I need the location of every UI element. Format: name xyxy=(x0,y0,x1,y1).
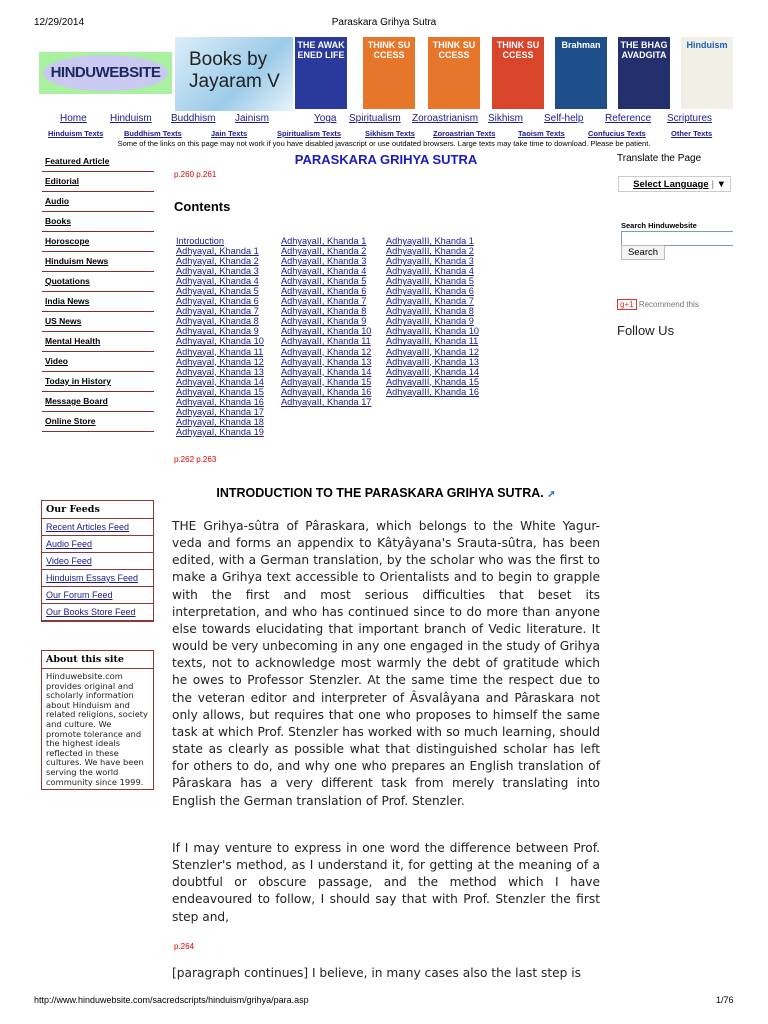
contents-link[interactable]: AdhyayaI, Khanda 5 xyxy=(176,286,259,297)
texts-nav-link[interactable]: Hinduism Texts xyxy=(48,129,104,138)
contents-link[interactable]: AdhyayaI, Khanda 16 xyxy=(176,396,264,407)
contents-link[interactable]: AdhyayaI, Khanda 19 xyxy=(176,426,264,437)
contents-link[interactable]: AdhyayaII, Khanda 3 xyxy=(281,256,367,267)
contents-link[interactable]: AdhyayaII, Khanda 17 xyxy=(281,396,372,407)
contents-link[interactable]: AdhyayaII, Khanda 13 xyxy=(281,356,372,367)
page-ref: p.264 xyxy=(174,942,195,951)
language-select[interactable]: Select Language | ▼ xyxy=(618,176,731,192)
contents-link[interactable]: AdhyayaIII, Khanda 16 xyxy=(386,386,479,397)
contents-link[interactable]: AdhyayaI, Khanda 12 xyxy=(176,356,264,367)
left-nav-item[interactable] xyxy=(42,232,154,252)
left-nav-label: Audio xyxy=(45,196,70,206)
contents-link[interactable]: AdhyayaIII, Khanda 5 xyxy=(386,276,474,287)
recommend-widget[interactable] xyxy=(617,300,699,309)
contents-link[interactable]: AdhyayaIII, Khanda 14 xyxy=(386,366,479,377)
contents-link[interactable]: AdhyayaIII, Khanda 4 xyxy=(386,266,474,277)
nav-link-buddhism[interactable]: Buddhism xyxy=(171,113,216,124)
contents-link[interactable]: AdhyayaIII, Khanda 3 xyxy=(386,256,474,267)
left-nav-item[interactable] xyxy=(42,292,154,312)
left-nav-label: Editorial xyxy=(45,176,80,186)
left-nav-item[interactable] xyxy=(42,272,154,292)
about-text: Hinduwebsite.com provides original and scholarly information about Hinduism and related religions, society and culture. We promote tolerance and the highest ideals reflected in these cultures. We have been serving the world community since 1999. xyxy=(46,671,148,787)
intro-heading-text: INTRODUCTION TO THE PARASKARA GRIHYA SUTRA. xyxy=(216,486,544,500)
feed-link: Hinduism Essays Feed xyxy=(46,573,139,583)
feeds-title: Our Feeds xyxy=(42,501,153,519)
left-nav-label: Mental Health xyxy=(45,336,101,346)
contents-link[interactable]: AdhyayaI, Khanda 18 xyxy=(176,416,264,427)
contents-link[interactable]: AdhyayaII, Khanda 6 xyxy=(281,286,367,297)
nav-link-spiritualism[interactable]: Spiritualism xyxy=(349,113,401,124)
left-nav-item[interactable] xyxy=(42,332,154,352)
contents-link[interactable]: AdhyayaI, Khanda 11 xyxy=(176,346,264,357)
feed-link: Our Forum Feed xyxy=(46,590,113,600)
left-nav-item[interactable] xyxy=(42,392,154,412)
left-nav-label: Quotations xyxy=(45,276,90,286)
notice: Some of the links on this page may not work if you have disabled javascript or use outdated browsers. Large texts may take time to download. Please be patient. xyxy=(117,139,651,148)
contents-link[interactable]: AdhyayaI, Khanda 6 xyxy=(176,296,259,307)
follow-us-heading: Follow Us xyxy=(617,323,675,338)
left-nav-item[interactable] xyxy=(42,172,154,192)
about-box xyxy=(41,650,154,790)
texts-nav-link[interactable]: Confucius Texts xyxy=(588,129,646,138)
books-title-1: Books by xyxy=(189,49,268,70)
contents-link[interactable]: AdhyayaI, Khanda 15 xyxy=(176,386,264,397)
nav-link-reference[interactable]: Reference xyxy=(605,113,652,124)
left-nav-item[interactable] xyxy=(42,252,154,272)
nav-link-jainism[interactable]: Jainism xyxy=(235,113,269,124)
logo-text: HINDUWEBSITE xyxy=(43,55,168,91)
contents-link[interactable]: AdhyayaIII, Khanda 12 xyxy=(386,346,479,357)
contents-heading: Contents xyxy=(174,199,231,214)
books-title-2: Jayaram V xyxy=(189,71,280,92)
nav-link-zoroastrianism[interactable]: Zoroastrianism xyxy=(412,113,479,124)
recommend-label: Recommend this xyxy=(638,300,699,309)
left-nav-item[interactable] xyxy=(42,212,154,232)
paragraph: THE Grihya-sûtra of Pâraskara, which belongs to the White Yagur-veda and forms an appendix to Kâtyâyana's Srauta-sûtra, has been edited, with a German translation, by the scholar who was the first to make a Grihya text accessible to Orientalists and to begin to grapple with the first and most serious difficulties that beset its interpretation, and who has continued since to do more than anyone else towards elucidating that important branch of Vedic literature. It would be very unbecoming in any one engaged in the study of Grihya texts, not to acknowledge most warmly the debt of gratitude which he owes to Professor Stenzler. At the same time the respect due to the veteran editor and interpreter of Âsvalâyana and Pâraskara not only allows, but requires that one who proposes to himself the same task at which Prof. Stenzler has worked with so much learning, should state as clearly as possible what that distinguished scholar has left for others to do, and why one who prepares an English translation of Pâraskara has a very different task from merely translating into English the German translation of Prof. Stenzler. xyxy=(172,519,600,808)
search-input[interactable] xyxy=(621,231,733,246)
contents-link[interactable]: AdhyayaII, Khanda 10 xyxy=(281,326,372,337)
contents-link[interactable]: AdhyayaII, Khanda 4 xyxy=(281,266,367,277)
book-cover[interactable]: Brahman xyxy=(555,37,607,109)
contents-link[interactable]: AdhyayaII, Khanda 7 xyxy=(281,296,367,307)
book-cover[interactable]: THINK SUCCESS xyxy=(428,37,480,109)
book-cover[interactable]: THINK SUCCESS xyxy=(492,37,544,109)
contents-link[interactable]: AdhyayaI, Khanda 17 xyxy=(176,406,264,417)
texts-nav-link[interactable]: Other Texts xyxy=(671,129,713,138)
texts-nav-link[interactable]: Buddhism Texts xyxy=(124,129,182,138)
left-nav-item[interactable] xyxy=(42,192,154,212)
contents-link[interactable]: AdhyayaIII, Khanda 11 xyxy=(386,336,479,347)
contents-link[interactable]: AdhyayaI, Khanda 2 xyxy=(176,256,259,267)
nav-link-hinduism[interactable]: Hinduism xyxy=(110,113,152,124)
banner xyxy=(37,37,737,111)
contents-link[interactable]: AdhyayaIII, Khanda 9 xyxy=(386,316,474,327)
contents-link[interactable]: AdhyayaI, Khanda 8 xyxy=(176,316,259,327)
left-nav-label: Books xyxy=(45,216,71,226)
left-nav-label: Hinduism News xyxy=(45,256,109,266)
chevron-down-icon: ▼ xyxy=(716,179,726,190)
contents-link[interactable]: AdhyayaII, Khanda 2 xyxy=(281,246,367,257)
left-nav-label: Featured Article xyxy=(45,156,110,166)
left-nav-item[interactable] xyxy=(42,152,154,172)
texts-nav-link[interactable]: Zoroastrian Texts xyxy=(433,129,496,138)
contents-link[interactable]: AdhyayaIII, Khanda 1 xyxy=(386,236,474,246)
about-title: About this site xyxy=(42,651,153,669)
translate-label: Translate the Page xyxy=(617,153,702,164)
left-nav-label: Message Board xyxy=(45,396,108,406)
feed-item[interactable] xyxy=(42,570,153,587)
nav-link-home[interactable]: Home xyxy=(60,113,87,124)
contents-column-1 xyxy=(176,236,264,437)
select-language-label: Select Language xyxy=(633,179,709,190)
contents-link[interactable]: AdhyayaIII, Khanda 15 xyxy=(386,376,479,387)
page-title: PARASKARA GRIHYA SUTRA xyxy=(294,152,478,167)
contents-link[interactable]: AdhyayaII, Khanda 16 xyxy=(281,386,372,397)
contents-link[interactable]: AdhyayaI, Khanda 9 xyxy=(176,326,259,337)
book-cover[interactable]: THE AWAKENED LIFE xyxy=(295,37,347,109)
feed-item[interactable] xyxy=(42,587,153,604)
paragraph: If I may venture to express in one word the difference between Prof. Stenzler's method, as I understand it, for getting at the meaning of a doubtful or obscure passage, and the method which I have endeavoured to follow, I should say that with Prof. Stenzler the first step and, xyxy=(172,841,600,924)
search-label: Search Hinduwebsite xyxy=(621,221,697,230)
feeds-box xyxy=(41,500,154,622)
contents-link[interactable]: AdhyayaII, Khanda 5 xyxy=(281,276,367,287)
contents-link[interactable]: AdhyayaII, Khanda 1 xyxy=(281,236,367,246)
contents-link[interactable]: AdhyayaII, Khanda 15 xyxy=(281,376,372,387)
texts-nav-link[interactable]: Sikhism Texts xyxy=(365,129,415,138)
nav-link-self-help[interactable]: Self-help xyxy=(544,113,584,124)
print-date: 12/29/2014 xyxy=(34,17,85,28)
texts-nav-link[interactable]: Spiritualism Texts xyxy=(277,129,342,138)
contents-column-2 xyxy=(281,236,371,407)
texts-nav-link[interactable]: Taoism Texts xyxy=(518,129,565,138)
contents-link[interactable]: AdhyayaIII, Khanda 7 xyxy=(386,296,474,307)
footer-page: 1/76 xyxy=(716,995,734,1005)
search-button[interactable]: Search xyxy=(621,245,665,260)
book-cover[interactable]: THE BHAGAVADGITA xyxy=(618,37,670,109)
feed-item[interactable] xyxy=(42,519,153,536)
print-title: Paraskara Grihya Sutra xyxy=(331,17,437,28)
nav-link-sikhism[interactable]: Sikhism xyxy=(488,113,524,124)
left-nav-label: Horoscope xyxy=(45,236,90,246)
contents-link[interactable]: AdhyayaIII, Khanda 10 xyxy=(386,326,479,337)
link-icon[interactable]: ➚ xyxy=(547,489,556,500)
contents-link[interactable]: AdhyayaIII, Khanda 8 xyxy=(386,306,474,317)
contents-link[interactable]: AdhyayaI, Khanda 7 xyxy=(176,306,259,317)
feed-link: Video Feed xyxy=(46,556,92,566)
left-nav-label: US News xyxy=(45,316,82,326)
contents-link[interactable]: AdhyayaII, Khanda 11 xyxy=(281,336,371,347)
contents-column-3 xyxy=(386,236,479,397)
page-ref: p.262 p.263 xyxy=(174,455,217,464)
contents-link[interactable]: AdhyayaI, Khanda 1 xyxy=(176,246,259,257)
contents-link[interactable]: AdhyayaII, Khanda 9 xyxy=(281,316,367,327)
feed-link: Recent Articles Feed xyxy=(46,522,130,532)
contents-link[interactable]: AdhyayaI, Khanda 14 xyxy=(176,376,264,387)
left-nav-label: Today in History xyxy=(45,376,111,386)
left-nav-label: India News xyxy=(45,296,90,306)
feed-item[interactable] xyxy=(42,553,153,570)
feed-item[interactable] xyxy=(42,536,153,553)
book-cover[interactable]: Hinduism xyxy=(681,37,733,109)
contents-link[interactable]: AdhyayaIII, Khanda 6 xyxy=(386,286,474,297)
left-nav-item[interactable] xyxy=(42,312,154,332)
contents-link[interactable]: AdhyayaI, Khanda 3 xyxy=(176,266,259,277)
footer-url: http://www.hinduwebsite.com/sacredscripts/hinduism/grihya/para.asp xyxy=(34,995,309,1005)
left-nav-label: Online Store xyxy=(45,416,96,426)
contents-link[interactable]: AdhyayaI, Khanda 10 xyxy=(176,336,264,347)
feed-link: Our Books Store Feed xyxy=(46,607,136,617)
books-by-banner[interactable] xyxy=(175,37,293,111)
left-nav-label: Video xyxy=(45,356,68,366)
left-nav-item[interactable] xyxy=(42,412,154,432)
contents-link[interactable]: AdhyayaI, Khanda 13 xyxy=(176,366,264,377)
feed-item[interactable] xyxy=(42,604,153,621)
feed-link: Audio Feed xyxy=(46,539,93,549)
contents-link[interactable]: AdhyayaIII, Khanda 2 xyxy=(386,246,474,257)
nav-link-yoga[interactable]: Yoga xyxy=(314,113,337,124)
contents-link[interactable]: AdhyayaII, Khanda 8 xyxy=(281,306,367,317)
contents-link[interactable]: AdhyayaI, Khanda 4 xyxy=(176,276,259,287)
contents-link[interactable]: AdhyayaII, Khanda 12 xyxy=(281,346,372,357)
contents-link[interactable]: AdhyayaII, Khanda 14 xyxy=(281,366,372,377)
left-nav-item[interactable] xyxy=(42,372,154,392)
left-nav xyxy=(42,152,154,432)
nav-link-scriptures[interactable]: Scriptures xyxy=(667,113,713,124)
feeds-list xyxy=(42,519,153,621)
book-cover[interactable]: THINK SUCCESS xyxy=(363,37,415,109)
paragraph: [paragraph continues] I believe, in many cases also the last step is xyxy=(172,966,582,980)
hinduwebsite-logo[interactable] xyxy=(39,52,172,94)
contents-link[interactable]: AdhyayaIII, Khanda 13 xyxy=(386,356,479,367)
intro-heading xyxy=(172,486,600,500)
contents-link[interactable]: Introduction xyxy=(176,236,225,246)
texts-nav-link[interactable]: Jain Texts xyxy=(211,129,248,138)
page-ref: p.260 p.261 xyxy=(174,170,217,179)
left-nav-item[interactable] xyxy=(42,352,154,372)
gplus-icon: g+1 xyxy=(617,299,637,310)
